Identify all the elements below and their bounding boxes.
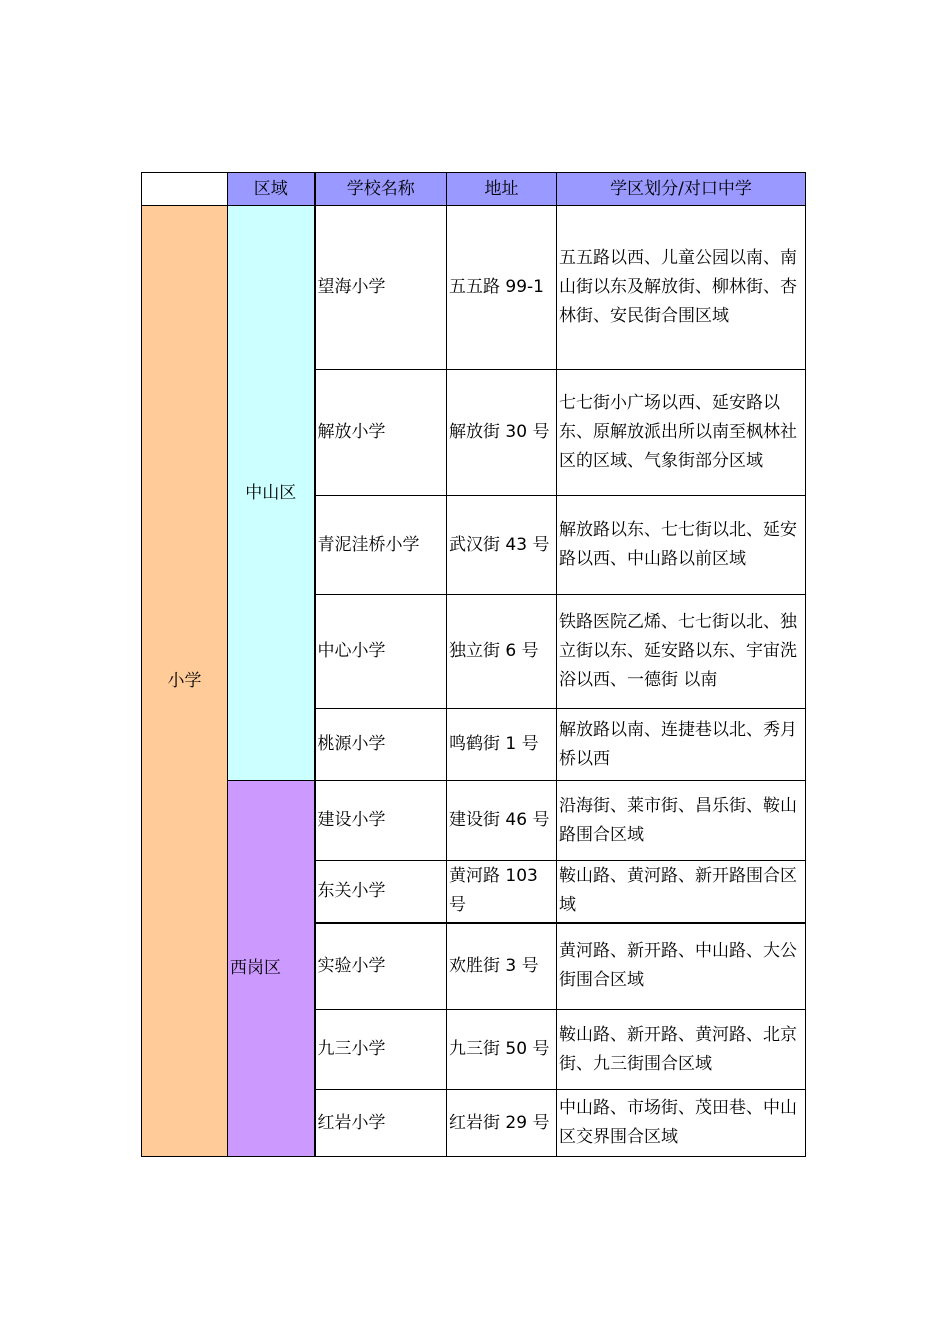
level-cell: 小学 [142,206,228,1157]
school-zone: 铁路医院乙烯、七七街以北、独立街以东、延安路以东、宇宙洗浴以西、一德街 以南 [557,595,806,709]
school-address: 武汉街 43 号 [447,496,557,595]
header-address: 地址 [447,173,557,206]
school-name: 红岩小学 [315,1090,447,1157]
school-zone: 黄河路、新开路、中山路、大公街围合区域 [557,923,806,1010]
school-name: 青泥洼桥小学 [315,496,447,595]
school-address: 五五路 99-1 [447,206,557,370]
school-address: 建设街 46 号 [447,781,557,861]
school-name: 九三小学 [315,1010,447,1090]
header-row [142,173,806,206]
school-name: 望海小学 [315,206,447,370]
table-row [142,781,806,861]
school-name: 桃源小学 [315,709,447,781]
header-region: 区域 [228,173,315,206]
school-zone: 五五路以西、儿童公园以南、南山街以东及解放街、柳林街、杏林街、安民街合围区域 [557,206,806,370]
school-name: 中心小学 [315,595,447,709]
school-zone: 解放路以东、七七街以北、延安路以西、中山路以前区域 [557,496,806,595]
school-zone: 解放路以南、连捷巷以北、秀月桥以西 [557,709,806,781]
school-name: 实验小学 [315,923,447,1010]
school-address: 独立街 6 号 [447,595,557,709]
region-cell-zhongshan: 中山区 [228,206,315,781]
school-address: 鸣鹤街 1 号 [447,709,557,781]
school-name: 东关小学 [315,861,447,923]
school-name: 建设小学 [315,781,447,861]
school-district-table [141,172,806,1157]
school-zone: 中山路、市场街、茂田巷、中山区交界围合区域 [557,1090,806,1157]
header-school-name: 学校名称 [315,173,447,206]
school-address: 红岩街 29 号 [447,1090,557,1157]
header-zone: 学区划分/对口中学 [557,173,806,206]
school-name: 解放小学 [315,370,447,496]
region-cell-xigang: 西岗区 [228,781,315,1157]
school-zone: 沿海街、莱市街、昌乐街、鞍山路围合区域 [557,781,806,861]
school-address: 欢胜街 3 号 [447,923,557,1010]
table-row [142,206,806,370]
header-blank [142,173,228,206]
school-zone: 鞍山路、黄河路、新开路围合区域 [557,861,806,923]
school-zone: 七七街小广场以西、延安路以东、原解放派出所以南至枫林社区的区域、气象街部分区域 [557,370,806,496]
school-address: 九三街 50 号 [447,1010,557,1090]
school-zone: 鞍山路、新开路、黄河路、北京街、九三街围合区域 [557,1010,806,1090]
school-address: 黄河路 103 号 [447,861,557,923]
school-address: 解放街 30 号 [447,370,557,496]
